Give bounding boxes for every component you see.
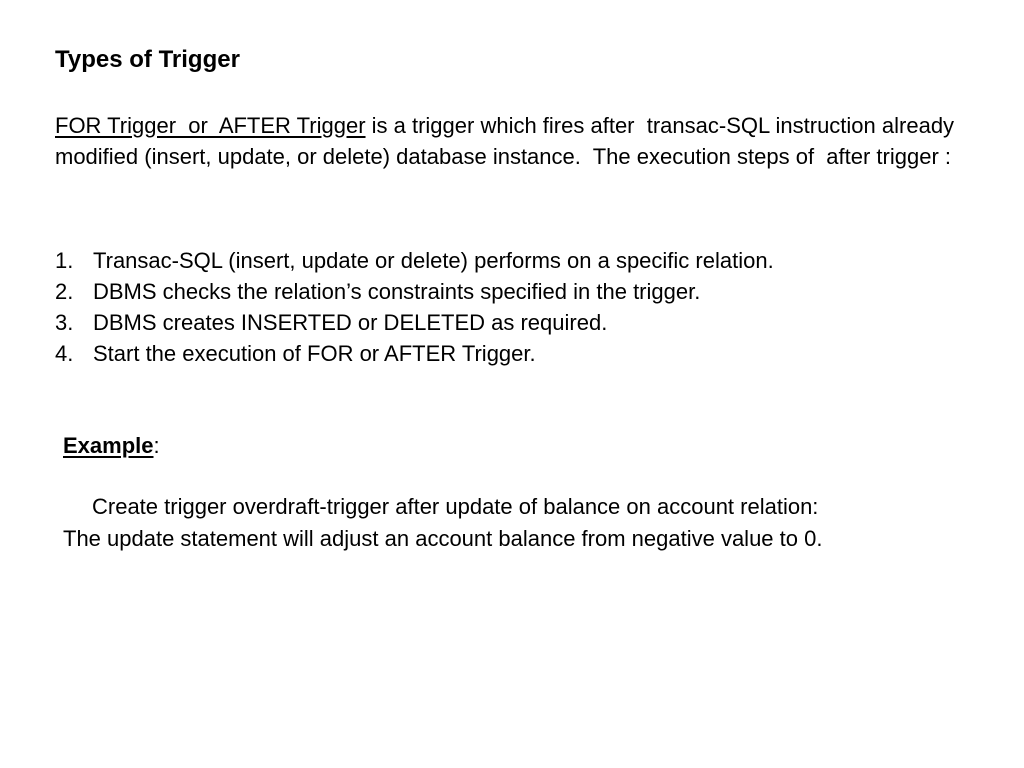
step-number: 2. xyxy=(55,279,74,304)
step-text: DBMS checks the relation’s constraints specified in the trigger. xyxy=(93,279,701,304)
list-item xyxy=(55,276,985,307)
example-line-1: Create trigger overdraft-trigger after update of balance on account relation: xyxy=(92,494,819,519)
step-number: 4. xyxy=(55,341,74,366)
example-colon: : xyxy=(153,433,160,458)
step-text: Start the execution of FOR or AFTER Trigger. xyxy=(93,341,536,366)
step-number: 3. xyxy=(55,310,74,335)
intro-paragraph xyxy=(55,110,975,172)
execution-steps-list xyxy=(55,245,985,369)
example-heading xyxy=(63,430,160,461)
example-body xyxy=(63,491,958,555)
step-text: Transac-SQL (insert, update or delete) performs on a specific relation. xyxy=(93,248,774,273)
slide-title: Types of Trigger xyxy=(55,46,240,73)
example-line-2: The update statement will adjust an account balance from negative value to 0. xyxy=(63,526,823,551)
list-item xyxy=(55,245,985,276)
step-text: DBMS creates INSERTED or DELETED as required. xyxy=(93,310,608,335)
trigger-term: FOR Trigger or AFTER Trigger xyxy=(55,113,366,138)
example-label: Example xyxy=(63,433,154,458)
list-item xyxy=(55,338,985,369)
list-item xyxy=(55,307,985,338)
step-number: 1. xyxy=(55,248,74,273)
trigger-description: is a trigger which fires after transac-SQL instruction already modified (insert, update, or delete) database instance. The execution steps of after trigger : xyxy=(55,113,961,169)
